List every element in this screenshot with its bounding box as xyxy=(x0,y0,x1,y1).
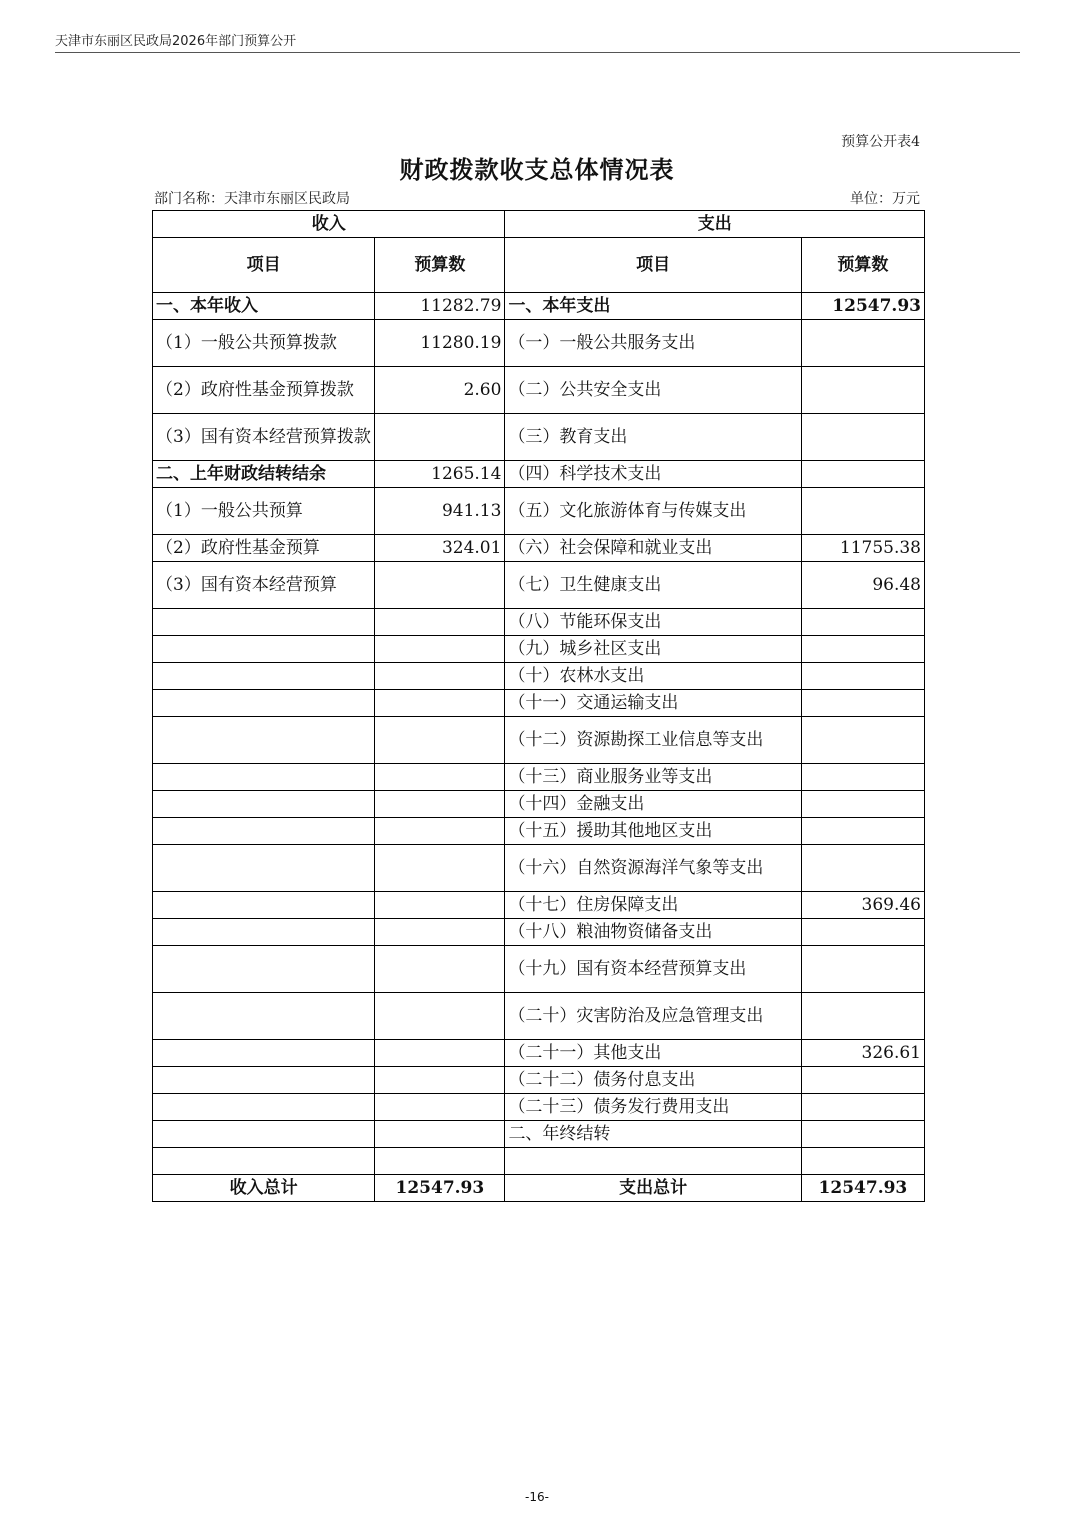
income-amount-cell xyxy=(375,764,505,791)
expense-amount-cell xyxy=(801,1121,924,1148)
table-row xyxy=(153,535,925,562)
income-amount-cell xyxy=(375,845,505,892)
income-amount-cell xyxy=(375,1040,505,1067)
income-amount-cell xyxy=(375,791,505,818)
income-amount-cell: 941.13 xyxy=(375,488,505,535)
expense-item-cell: （十一）交通运输支出 xyxy=(505,690,801,717)
expense-amount-cell xyxy=(801,993,924,1040)
income-item-cell: （3）国有资本经营预算 xyxy=(153,562,375,609)
expense-item-cell: （一）一般公共服务支出 xyxy=(505,320,801,367)
income-item-cell: （1）一般公共预算拨款 xyxy=(153,320,375,367)
budget-table xyxy=(152,210,925,1202)
income-amount-cell xyxy=(375,1121,505,1148)
expense-amount-cell xyxy=(801,845,924,892)
expense-item-cell: （二）公共安全支出 xyxy=(505,367,801,414)
page-title: 财政拨款收支总体情况表 xyxy=(399,155,675,184)
income-item-cell xyxy=(153,993,375,1040)
table-row xyxy=(153,320,925,367)
expense-item-cell: （七）卫生健康支出 xyxy=(505,562,801,609)
expense-amount-cell xyxy=(801,791,924,818)
expense-header: 支出 xyxy=(505,211,925,238)
income-amount-cell xyxy=(375,562,505,609)
col-header-expense-amount: 预算数 xyxy=(801,238,924,293)
expense-amount-cell: 96.48 xyxy=(801,562,924,609)
income-item-cell: 一、本年收入 xyxy=(153,293,375,320)
expense-item-cell: （四）科学技术支出 xyxy=(505,461,801,488)
expense-amount-cell xyxy=(801,663,924,690)
income-item-cell xyxy=(153,791,375,818)
total-expense-label: 支出总计 xyxy=(505,1175,801,1202)
expense-amount-cell xyxy=(801,461,924,488)
table-row xyxy=(153,1094,925,1121)
table-row xyxy=(153,919,925,946)
unit-label: 单位：万元 xyxy=(850,191,920,207)
income-item-cell xyxy=(153,845,375,892)
expense-item-cell: （十七）住房保障支出 xyxy=(505,892,801,919)
income-amount-cell xyxy=(375,1094,505,1121)
expense-item-cell: （二十三）债务发行费用支出 xyxy=(505,1094,801,1121)
table-row xyxy=(153,1148,925,1175)
expense-amount-cell xyxy=(801,690,924,717)
income-amount-cell xyxy=(375,690,505,717)
income-item-cell: （3）国有资本经营预算拨款 xyxy=(153,414,375,461)
income-amount-cell xyxy=(375,946,505,993)
income-item-cell xyxy=(153,1040,375,1067)
income-amount-cell xyxy=(375,818,505,845)
table-row xyxy=(153,609,925,636)
page-number: -16- xyxy=(525,1490,549,1504)
income-item-cell xyxy=(153,892,375,919)
income-item-cell xyxy=(153,1067,375,1094)
total-income-amount: 12547.93 xyxy=(375,1175,505,1202)
expense-amount-cell xyxy=(801,946,924,993)
expense-amount-cell xyxy=(801,367,924,414)
table-row xyxy=(153,946,925,993)
expense-amount-cell xyxy=(801,717,924,764)
expense-amount-cell xyxy=(801,1067,924,1094)
department-name: 部门名称：天津市东丽区民政局 xyxy=(154,191,350,207)
expense-amount-cell xyxy=(801,636,924,663)
expense-amount-cell xyxy=(801,414,924,461)
income-amount-cell xyxy=(375,892,505,919)
table-row xyxy=(153,663,925,690)
expense-item-cell: （五）文化旅游体育与传媒支出 xyxy=(505,488,801,535)
income-amount-cell xyxy=(375,414,505,461)
table-row xyxy=(153,690,925,717)
table-row xyxy=(153,562,925,609)
expense-amount-cell xyxy=(801,488,924,535)
table-row xyxy=(153,636,925,663)
income-amount-cell xyxy=(375,1148,505,1175)
expense-amount-cell: 326.61 xyxy=(801,1040,924,1067)
expense-item-cell: （十）农林水支出 xyxy=(505,663,801,690)
income-item-cell xyxy=(153,663,375,690)
table-row xyxy=(153,488,925,535)
income-item-cell xyxy=(153,919,375,946)
expense-item-cell: （十八）粮油物资储备支出 xyxy=(505,919,801,946)
total-income-label: 收入总计 xyxy=(153,1175,375,1202)
table-row xyxy=(153,818,925,845)
col-header-income-amount: 预算数 xyxy=(375,238,505,293)
income-amount-cell xyxy=(375,919,505,946)
expense-item-cell: （三）教育支出 xyxy=(505,414,801,461)
income-amount-cell xyxy=(375,636,505,663)
expense-item-cell: （十九）国有资本经营预算支出 xyxy=(505,946,801,993)
income-amount-cell: 324.01 xyxy=(375,535,505,562)
table-number: 预算公开表4 xyxy=(841,134,920,150)
income-amount-cell: 2.60 xyxy=(375,367,505,414)
expense-amount-cell xyxy=(801,1148,924,1175)
expense-amount-cell xyxy=(801,1094,924,1121)
header-rule xyxy=(55,52,1020,53)
income-amount-cell xyxy=(375,717,505,764)
income-item-cell: （2）政府性基金预算 xyxy=(153,535,375,562)
table-row xyxy=(153,367,925,414)
table-row xyxy=(153,845,925,892)
expense-amount-cell: 369.46 xyxy=(801,892,924,919)
table-row xyxy=(153,1040,925,1067)
income-item-cell: （1）一般公共预算 xyxy=(153,488,375,535)
expense-item-cell: 二、年终结转 xyxy=(505,1121,801,1148)
total-row xyxy=(153,1175,925,1202)
table-row xyxy=(153,293,925,320)
expense-item-cell: （十四）金融支出 xyxy=(505,791,801,818)
income-amount-cell: 11280.19 xyxy=(375,320,505,367)
income-item-cell xyxy=(153,1094,375,1121)
income-header: 收入 xyxy=(153,211,505,238)
expense-item-cell: （九）城乡社区支出 xyxy=(505,636,801,663)
table-row xyxy=(153,764,925,791)
table-row xyxy=(153,993,925,1040)
income-item-cell xyxy=(153,818,375,845)
total-expense-amount: 12547.93 xyxy=(801,1175,924,1202)
income-item-cell xyxy=(153,764,375,791)
expense-item-cell xyxy=(505,1148,801,1175)
expense-item-cell: （十六）自然资源海洋气象等支出 xyxy=(505,845,801,892)
running-header: 天津市东丽区民政局2026年部门预算公开 xyxy=(55,34,297,49)
income-item-cell xyxy=(153,609,375,636)
col-header-expense-item: 项目 xyxy=(505,238,801,293)
table-row xyxy=(153,791,925,818)
income-item-cell xyxy=(153,636,375,663)
table-row xyxy=(153,414,925,461)
expense-amount-cell xyxy=(801,818,924,845)
income-item-cell xyxy=(153,690,375,717)
table-row xyxy=(153,717,925,764)
expense-item-cell: （二十）灾害防治及应急管理支出 xyxy=(505,993,801,1040)
expense-amount-cell xyxy=(801,320,924,367)
income-item-cell xyxy=(153,717,375,764)
expense-item-cell: （二十一）其他支出 xyxy=(505,1040,801,1067)
income-item-cell xyxy=(153,946,375,993)
income-item-cell xyxy=(153,1148,375,1175)
expense-amount-cell xyxy=(801,919,924,946)
expense-amount-cell xyxy=(801,609,924,636)
expense-item-cell: （八）节能环保支出 xyxy=(505,609,801,636)
income-item-cell xyxy=(153,1121,375,1148)
expense-item-cell: （二十二）债务付息支出 xyxy=(505,1067,801,1094)
income-amount-cell: 1265.14 xyxy=(375,461,505,488)
col-header-income-item: 项目 xyxy=(153,238,375,293)
table-row xyxy=(153,461,925,488)
expense-amount-cell xyxy=(801,764,924,791)
expense-item-cell: （十二）资源勘探工业信息等支出 xyxy=(505,717,801,764)
expense-amount-cell: 11755.38 xyxy=(801,535,924,562)
expense-item-cell: 一、本年支出 xyxy=(505,293,801,320)
table-row xyxy=(153,1121,925,1148)
table-row xyxy=(153,1067,925,1094)
income-item-cell: （2）政府性基金预算拨款 xyxy=(153,367,375,414)
income-amount-cell xyxy=(375,1067,505,1094)
income-item-cell: 二、上年财政结转结余 xyxy=(153,461,375,488)
income-amount-cell xyxy=(375,663,505,690)
expense-item-cell: （六）社会保障和就业支出 xyxy=(505,535,801,562)
expense-item-cell: （十三）商业服务业等支出 xyxy=(505,764,801,791)
income-amount-cell xyxy=(375,993,505,1040)
expense-amount-cell: 12547.93 xyxy=(801,293,924,320)
income-amount-cell: 11282.79 xyxy=(375,293,505,320)
expense-item-cell: （十五）援助其他地区支出 xyxy=(505,818,801,845)
income-amount-cell xyxy=(375,609,505,636)
table-row xyxy=(153,892,925,919)
